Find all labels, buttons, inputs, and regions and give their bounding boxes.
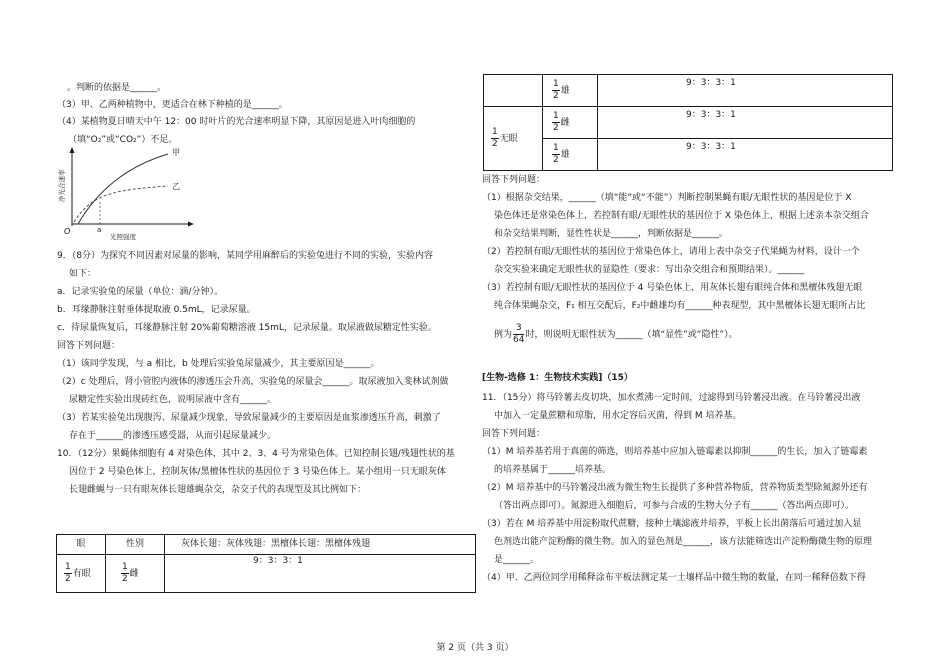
light-response-figure [52, 146, 202, 240]
fraction: $\frac{1}{2}$ [122, 562, 128, 584]
text-line: 9．（8分）为探究不同因素对尿量的影响，某同学用麻醉后的实验兔进行不同的实验，实验内容 [57, 251, 433, 261]
text-line: 是______。 [494, 555, 540, 565]
text-line: 。判断的依据是______。 [67, 83, 167, 93]
text-line: 长翅雌蝇与一只有眼灰体长翅雄蝇杂交，杂交子代的表现型及其比例如下： [69, 485, 367, 495]
ratio-line: 例为 $\frac{3}{64}$ 时，则说明无眼性状为______（填“显性”或“隐性”）。 [494, 323, 738, 345]
text-line: 11．（15分）将马铃薯去皮切块，加水煮沸一定时间，过滤得到马铃薯浸出液。在马铃薯浸出液 [482, 393, 861, 403]
curve-label-yi: 乙 [172, 182, 180, 191]
table-cell-eye: $\frac{1}{2}$ 无眼 [484, 107, 543, 171]
text-line: b．耳缘静脉注射垂体提取液 0.5mL，记录尿量。 [57, 305, 256, 315]
x-axis-arrow [188, 222, 194, 227]
fraction: $\frac{1}{2}$ [65, 562, 71, 584]
text-line: 如下： [69, 269, 97, 279]
table-cell-ratio: 9：3：3：1 [165, 555, 476, 593]
text-line: （4）甲、乙两位同学用稀释涂布平板法测定某一土壤样品中微生物的数量，在同一稀释倍数下得 [482, 573, 866, 583]
text-line: 纯合体果蝇杂交，F₁ 相互交配后，F₂中雌雄均有______种表现型，其中黑檀体长翅无眼所占比 [494, 301, 866, 311]
text-line: 杂交实验来确定无眼性状的显隐性（要求：写出杂交组合和预期结果）。______ [494, 265, 805, 275]
text-line: （3）若控制有眼/无眼性状的基因位于 4 号染色体上，用灰体长翅有眼纯合体和黑檀体残翅无眼 [482, 283, 863, 293]
text-line: 染色体还是常染色体上，若控制有眼/无眼性状的基因位于 X 染色体上，根据上述亲本杂交组合 [494, 211, 869, 221]
text-line: 中加入一定量蔗糖和琼脂，用水定容后灭菌，得到 M 培养基。 [494, 411, 742, 421]
offspring-table-right [483, 74, 893, 171]
text-line: 和杂交结果判断，显性性状是______，判断依据是______。 [494, 229, 729, 239]
text-line: （3）甲、乙两种植物中，更适合在林下种植的是______。 [57, 100, 288, 110]
table-cell-sex: $\frac{1}{2}$ 雌 [543, 107, 598, 139]
curve-jia [78, 154, 168, 224]
table-header-eye: 眼 [57, 535, 106, 555]
curve-label-jia: 甲 [172, 148, 180, 157]
text-line: （2）M 培养基中的马铃薯浸出液为微生物生长提供了多种营养物质，营养物质类型除氮源外还有 [482, 483, 868, 493]
text-line: （3）若某实验兔出现腹泻、尿量减少现象，导致尿量减少的主要原因是血浆渗透压升高，刺激了 [57, 413, 441, 423]
text-line: （填“O₂”或“CO₂”）不足。 [68, 135, 178, 145]
table-cell-ratio: 9：3：3：1 [598, 75, 893, 107]
y-axis-arrow [70, 147, 75, 153]
table-cell-sex: $\frac{1}{2}$ 雄 [543, 139, 598, 171]
fraction: $\frac{1}{2}$ [553, 79, 559, 101]
text-line: （1）根据杂交结果，______（填“能”或“不能”）判断控制果蝇有眼/无眼性状的基因是位于 X [482, 193, 852, 203]
text-line: a．记录实验兔的尿量（单位：滴/分钟）。 [57, 287, 224, 297]
offspring-table-left [56, 534, 476, 593]
text-line: 回答下列问题： [482, 175, 546, 185]
text-line: 尿糖定性实验出现砖红色，说明尿液中含有______。 [69, 395, 277, 405]
text-line: （1）该同学发现，与 a 相比，b 处理后实验兔尿量减少，其主要原因是______。 [57, 359, 380, 369]
text-line: （4）某植物夏日晴天中午 12：00 时叶片的光合速率明显下降，其原因是进入叶肉细胞的 [57, 117, 416, 127]
text-line: （2）若控制有眼/无眼性状的基因位于常染色体上，请用上表中杂交子代果蝇为材料，设计一个 [482, 247, 860, 257]
text-line: 因位于 2 号染色体上，控制灰体/黑檀体性状的基因位于 3 号染色体上。某小组用一只无眼灰体 [69, 467, 446, 477]
text-line: 回答下列问题： [57, 341, 121, 351]
text-line: 的培养基属于______培养基。 [494, 465, 612, 475]
fraction: $\frac{1}{2}$ [492, 127, 498, 149]
origin-label: O [64, 227, 71, 236]
section-header: [生物-选修 1：生物技术实践]（15） [482, 373, 633, 383]
page-footer: 第 2 页（共 3 页） [436, 643, 514, 653]
fraction: $\frac{1}{2}$ [553, 143, 559, 165]
table-header-ratio: 灰体长翅：灰体残翅：黑檀体长翅：黑檀体残翅 [165, 535, 476, 555]
table-cell-sex: $\frac{1}{2}$ 雄 [543, 75, 598, 107]
text-line: （3）若在 M 培养基中用淀粉取代蔗糖，接种土壤滤液并培养，平板上长出菌落后可通过加入显 [482, 519, 862, 529]
text-line: 存在于______的渗透压感受器，从而引起尿量减少。 [69, 431, 277, 441]
table-cell-ratio: 9：3：3：1 [598, 139, 893, 171]
tick-label-a: a [97, 226, 102, 234]
fraction: $\frac{3}{64}$ [513, 323, 525, 345]
table-header-sex: 性别 [106, 535, 165, 555]
text-line: （答出两点即可）。氮源进入细胞后，可参与合成的生物大分子有______（答出两点即可）。 [494, 501, 855, 511]
table-cell-ratio: 9：3：3：1 [598, 107, 893, 139]
text-line: c．待尿量恢复后，耳缘静脉注射 20%葡萄糖溶液 15mL，记录尿量。取尿液做尿糖定性实验。 [57, 323, 437, 333]
fraction: $\frac{1}{2}$ [553, 111, 559, 133]
text-line: （1）M 培养基若用于真菌的筛选，则培养基中应加入链霉素以抑制______的生长，加入了链霉素 [482, 447, 868, 457]
x-axis-label: 光照强度 [110, 233, 136, 240]
text-line: （2）c 处理后，肾小管腔内液体的渗透压会升高，实验兔的尿量会______。取尿液加入斐林试剂做 [57, 377, 449, 387]
y-axis-label: 净光合速率 [58, 169, 66, 202]
curve-yi [74, 186, 168, 222]
text-line: 回答下列问题： [482, 429, 546, 439]
table-cell-eye: $\frac{1}{2}$ 有眼 [57, 555, 106, 593]
text-line: 10．（12分）果蝇体细胞有 4 对染色体，其中 2、3、4 号为常染色体。已知控制长翅/残翅性状的基 [57, 449, 455, 459]
table-cell-eye-blank [484, 75, 543, 107]
text-line: 色剂选出能产淀粉酶的微生物。加入的显色剂是______，该方法能筛选出产淀粉酶微生物的原理 [494, 537, 873, 547]
table-cell-sex: $\frac{1}{2}$ 雌 [106, 555, 165, 593]
